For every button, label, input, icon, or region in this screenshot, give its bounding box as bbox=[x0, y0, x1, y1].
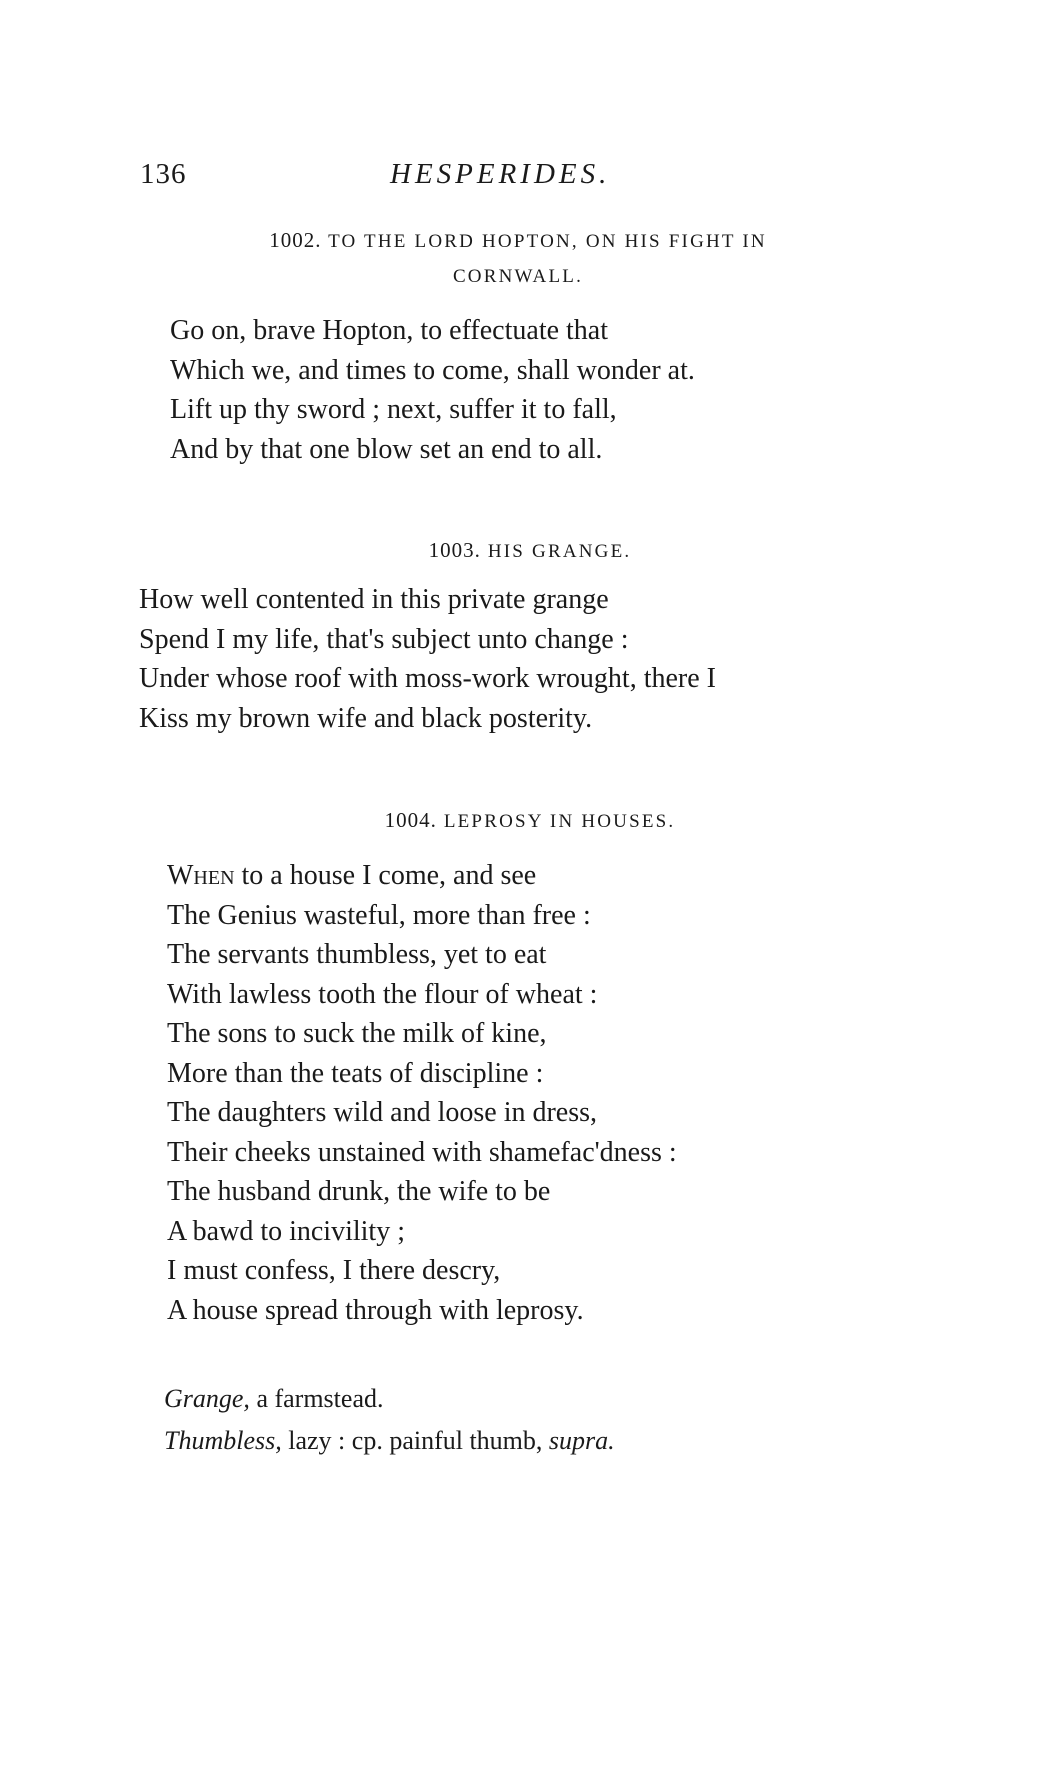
verse-line: The husband drunk, the wife to be bbox=[167, 1176, 551, 1207]
verse-line: Under whose roof with moss-work wrought, there I bbox=[139, 663, 716, 694]
opening-word: When bbox=[167, 860, 235, 891]
poem-heading-1004 bbox=[140, 803, 920, 839]
verse-line: The servants thumbless, yet to eat bbox=[167, 939, 547, 970]
verse-line: I must confess, I there descry, bbox=[167, 1255, 501, 1286]
poem-heading-1002 bbox=[168, 223, 868, 294]
note-term: Grange, bbox=[164, 1384, 250, 1413]
verse-line: How well contented in this private grange bbox=[139, 584, 609, 615]
poem-title: LEPROSY IN HOUSES. bbox=[443, 811, 676, 832]
poem-number: 1002. bbox=[269, 228, 322, 252]
verse-line: Their cheeks unstained with shamefac'dness : bbox=[167, 1136, 677, 1168]
verse-line: Lift up thy sword ; next, suffer it to fall, bbox=[170, 394, 617, 425]
poem-body-1003 bbox=[139, 580, 716, 738]
note-text: a farmstead. bbox=[249, 1384, 384, 1413]
poem-number: 1004. bbox=[384, 808, 437, 832]
verse-line-first bbox=[167, 856, 677, 896]
running-title: HESPERIDES. bbox=[390, 158, 611, 190]
poem-body-1004 bbox=[167, 856, 677, 1330]
note-thumbless bbox=[164, 1420, 615, 1462]
verse-line: The sons to suck the milk of kine, bbox=[167, 1018, 547, 1049]
verse-line: Go on, brave Hopton, to effectuate that bbox=[170, 315, 609, 346]
running-head bbox=[140, 158, 870, 198]
verse-line: Kiss my brown wife and black posterity. bbox=[139, 702, 593, 734]
verse-line: And by that one blow set an end to all. bbox=[170, 433, 603, 465]
poem-title: HIS GRANGE. bbox=[487, 541, 632, 562]
verse-line: A house spread through with leprosy. bbox=[167, 1294, 584, 1326]
note-grange bbox=[164, 1378, 615, 1420]
opening-line-rest: to a house I come, and see bbox=[234, 860, 537, 891]
note-term: Thumbless, bbox=[164, 1426, 282, 1455]
note-term-supra: supra. bbox=[548, 1426, 615, 1455]
poem-title: TO THE LORD HOPTON, ON HIS FIGHT IN bbox=[328, 231, 767, 252]
verse-line: The daughters wild and loose in dress, bbox=[167, 1097, 598, 1128]
page-number: 136 bbox=[140, 158, 187, 190]
verse-line: The Genius wasteful, more than free : bbox=[167, 899, 591, 931]
note-text: lazy : cp. painful thumb, bbox=[281, 1426, 549, 1455]
verse-line: More than the teats of discipline : bbox=[167, 1057, 544, 1089]
verse-line: Spend I my life, that's subject unto change : bbox=[139, 623, 629, 655]
verse-line: With lawless tooth the flour of wheat : bbox=[167, 978, 598, 1010]
footnotes bbox=[164, 1378, 615, 1462]
verse-line: A bawd to incivility ; bbox=[167, 1215, 405, 1247]
verse-line: Which we, and times to come, shall wonder at. bbox=[170, 354, 695, 386]
poem-title-continued: CORNWALL. bbox=[452, 266, 584, 287]
poem-body-1002 bbox=[170, 311, 695, 469]
poem-number: 1003. bbox=[428, 538, 481, 562]
poem-heading-1003 bbox=[140, 533, 920, 569]
